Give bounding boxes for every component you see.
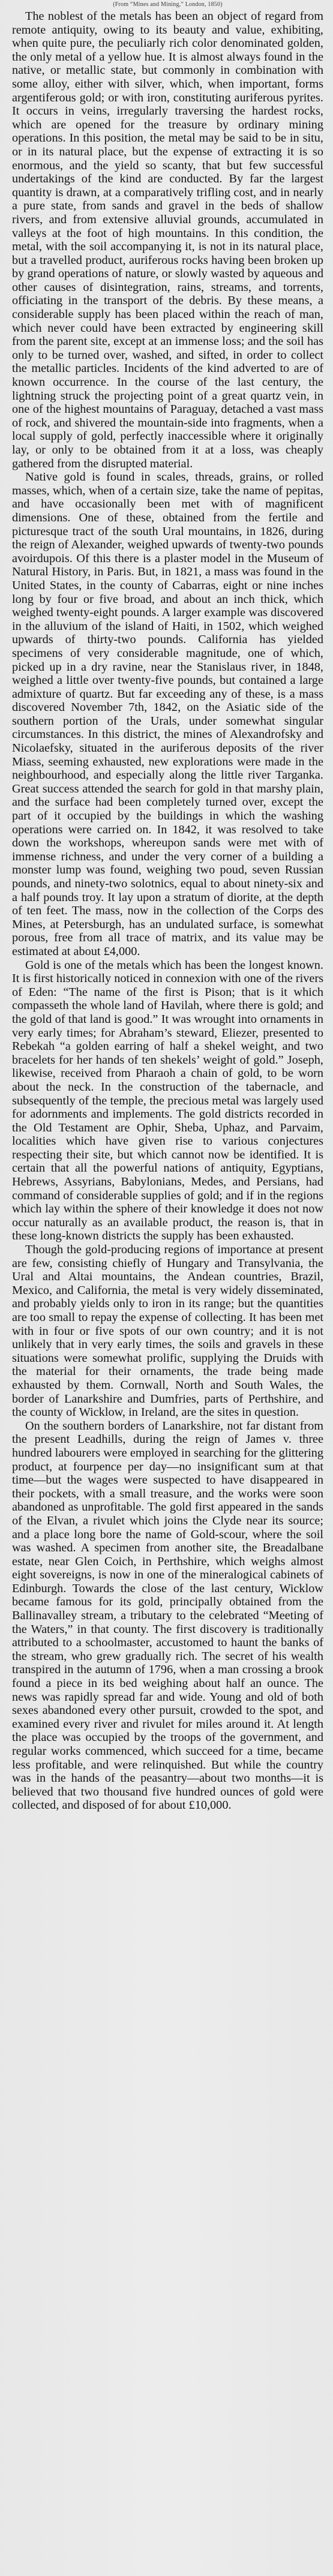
paragraph-gold-history: Gold is one of the metals which has been the longest known. It is first historically noticed in connexion with one of the rivers of Eden: “The name of the first is Pison; that is it which compasseth the whole land of Havilah, where there is gold; and the gold of that land is good.” It was wrought into ornaments in very early times; for Abraham’s steward, Eliezer, presented to Rebekah “a golden earring of half a shekel weight, and two bracelets for her hands of ten shekels’ weight of gold.” Joseph, likewise, received from Pharaoh a chain of gold, to be worn about the neck. In the construction of the tabernacle, and subsequently of the temple, the precious metal was largely used for adornments and implements. The gold districts recorded in the Old Testament are Ophir, Sheba, Uphaz, and Parvaim, localities which have given rise to various conjectures respecting their site, but which cannot now be identified. It is certain that all the powerful nations of antiquity, Egyptians, Hebrews, Assyrians, Babylonians, Medes, and Persians, had command of considerable supplies of gold; and if in the regions which lay within the sphere of their knowledge it does not now occur naturally as an available product, the reason is, that in these long-known districts the supply has been exhausted. xyxy=(12,958,323,1243)
paragraph-lanarkshire-wicklow: On the southern borders of Lanarkshire, not far distant from the present Leadhills, during the reign of James v. three hundred labourers were employed in searching for the glittering product, at fourpence per day—no insignificant sum at that time—but the wages were suspected to have disappeared in their pockets, with a small treasure, and the works were soon abandoned as unprofitable. The gold first appeared in the sands of the Elvan, a rivulet which joins the Clyde near its source; and a place long bore the name of Gold-scour, where the soil was washed. A specimen from another site, the Breadalbane estate, near Glen Coich, in Perthshire, which weighs almost eight sovereigns, is now in one of the mineralogical cabinets of Edinburgh. Towards the close of the last century, Wicklow became famous for its gold, principally obtained from the Ballinavalley stream, a tributary to the celebrated “Meeting of the Waters,” in that county. The first discovery is traditionally attributed to a schoolmaster, accustomed to haunt the banks of the stream, who grew gradually rich. The secret of his wealth transpired in the autumn of 1796, when a man crossing a brook found a piece in its bed weighing about half an ounce. The news was rapidly spread far and wide. Young and old of both sexes abandoned every other pursuit, crowded to the spot, and examined every river and rivulet for miles around it. At length the place was occupied by the troops of the government, and regular works commenced, which succeed for a time, became less profitable, and were relinquished. But while the country was in the hands of the peasantry—about two months—it is believed that two thousand five hundred ounces of gold were collected, and disposed of for about £10,000. xyxy=(12,1419,323,1812)
paragraph-gold-regions: Though the gold-producing regions of importance at present are few, consisting chiefly of Hungary and Transylvania, the Ural and Altai mountains, the Andean countries, Brazil, Mexico, and California, the metal is very widely disseminated, and probably yields only to iron in its range; but the quantities are too small to repay the expense of collecting. It has been met with in four or five spots of our own country; and it is not unlikely that in very early times, the soils and gravels in these situations were somewhat prolific, supplying the Druids with the material for their ornaments, the trade being made exhausted by them. Cornwall, North and South Wales, the border of Lanarkshire and Dumfries, parts of Perthshire, and the county of Wicklow, in Ireland, are the sites in question. xyxy=(12,1243,323,1419)
paragraph-gold-occurrence: The noblest of the metals has been an object of regard from remote antiquity, owing to its beauty and value, exhibiting, when quite pure, the peculiarly rich color denominated golden, the only metal of a yellow hue. It is almost always found in the native, or metallic state, but commonly in combination with some alloy, either with silver, which, when important, forms argentiferous gold; or with iron, constituting auriferous pyrites. It occurs in veins, irregularly traversing the hardest rocks, which are opened for the treasure by ordinary mining operations. In this position, the metal may be said to be in situ, or in its natural place, but the expense of extracting it is so enormous, and the yield so scanty, that but few successful undertakings of the kind are conducted. By far the largest quantity is drawn, at a comparatively trifling cost, and in nearly a pure state, from sands and gravel in the beds of shallow rivers, and from extensive alluvial grounds, accumulated in valleys at the foot of high mountains. In this condition, the metal, with the soil accompanying it, is not in its natural place, but a travelled product, auriferous rocks having been broken up by grand operations of nature, or slowly wasted by aqueous and other causes of disintegration, rains, streams, and torrents, officiating in the transport of the debris. By these means, a considerable supply has been placed within the reach of man, which never could have been extracted by engineering skill from the parent site, except at an immense loss; and the soil has only to be turned over, washed, and sifted, in order to collect the metallic particles. Incidents of the kind adverted to are of known occurrence. In the course of the last century, the lightning struck the projecting point of a great quartz vein, in one of the highest mountains of Paraguay, detached a vast mass of rock, and shivered the mountain-side into fragments, when a local supply of gold, perfectly inaccessible where it originally lay, or only to be obtained from it at a loss, was cheaply gathered from the disrupted material. xyxy=(12,10,323,470)
paragraph-native-gold-masses: Native gold is found in scales, threads, grains, or rolled masses, which, when of a certain size, take the name of pepitas, and have occasionally been met with of magnificent dimensions. One of these, obtained from the fertile and picturesque tract of the south Ural mountains, in 1826, during the reign of Alexander, weighed upwards of twenty-two pounds avoirdupois. Of this there is a plaster model in the Museum of Natural History, in Paris. But, in 1821, a mass was found in the United States, in the county of Cabarras, eight or nine inches long by four or five broad, and about an inch thick, which weighed twenty-eight pounds. A larger example was discovered in the alluvium of the island of Haiti, in 1502, which weighed upwards of thirty-two pounds. California has yielded specimens of very considerable magnitude, one of which, picked up in a dry ravine, near the Stanislaus river, in 1848, weighed a little over twenty-five pounds, but contained a large admixture of quartz. But far exceeding any of these, is a mass discovered November 7th, 1842, on the Asiatic side of the southern portion of the Urals, under somewhat singular circumstances. In this district, the mines of Alexandrofsky and Nicolaefsky, situated in the auriferous deposits of the river Miass, seeming exhausted, new explorations were made in the neighbourhood, and especially along the little river Targanka. Great success attended the search for gold in that marshy plain, and the surface had been completely turned over, except the part of it occupied by the buildings in which the washing operations were carried on. In 1842, it was resolved to take down the workshops, whereupon sands were met with of immense richness, and under the very corner of a building a monster lump was found, weighing two poud, seven Russian pounds, and ninety-two solotnics, equal to about ninety-six and a half pounds troy. It lay upon a stratum of diorite, at the depth of ten feet. The mass, now in the collection of the Corps des Mines, at Petersburgh, has an undulated surface, is somewhat porous, free from all trace of matrix, and its value may be estimated at about £4,000. xyxy=(12,470,323,958)
source-citation: (From “Mines and Mining,” London, 1850) xyxy=(113,1,223,8)
